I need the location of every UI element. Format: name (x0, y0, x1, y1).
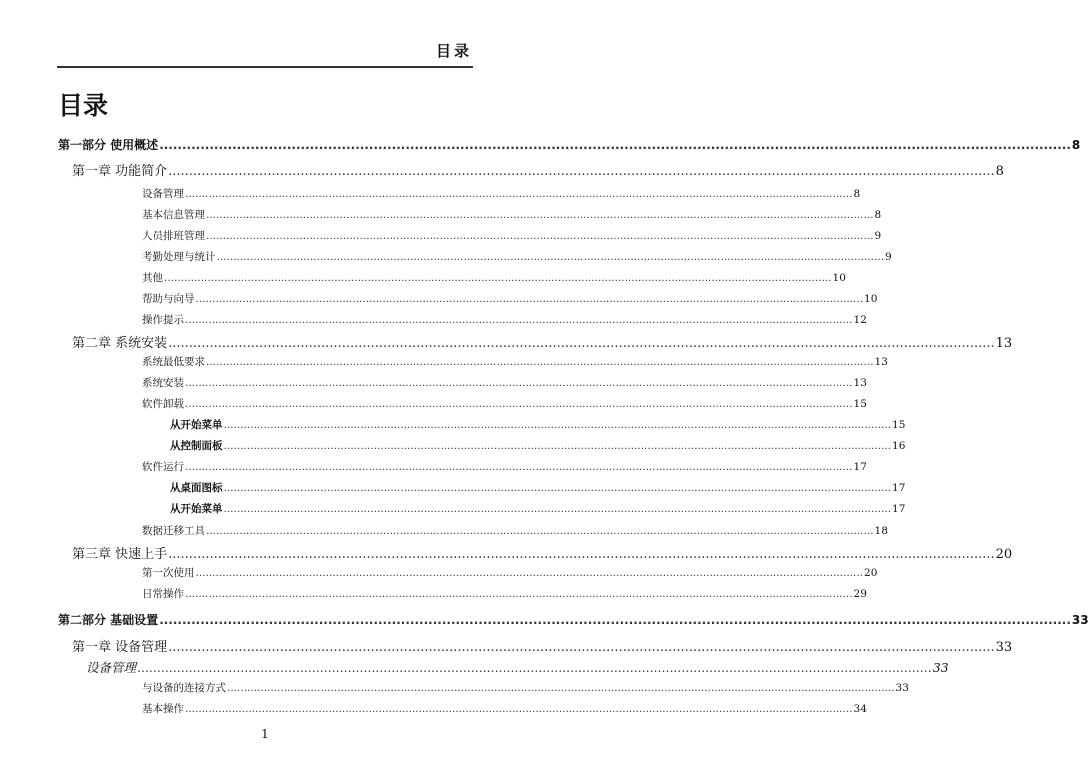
toc-leader-dots: ........................................................................................................................................................................................................ (185, 188, 853, 200)
toc-entry-page: 33 (1071, 613, 1089, 627)
toc-entry-page: 34 (853, 703, 867, 715)
toc-leader-dots: ........................................................................................................................................................................................................ (216, 251, 885, 263)
toc-leader-dots: ........................................................................................................................................................................................................ (185, 314, 853, 326)
toc-entry-section[interactable] (142, 354, 888, 369)
toc-entry-sub[interactable] (170, 480, 906, 495)
toc-entry-page: 9 (885, 251, 892, 263)
toc-entry-section[interactable] (142, 701, 867, 716)
toc-leader-dots: ........................................................................................................................................................................................................ (223, 482, 892, 494)
toc-leader-dots: ........................................................................................................................................................................................................ (137, 660, 932, 675)
toc-entry-page: 8 (853, 188, 861, 200)
toc-entry-label: 第三章 快速上手 (72, 547, 168, 562)
toc-entry-page: 17 (892, 503, 906, 515)
toc-entry-label: 第二章 系统安装 (72, 336, 168, 351)
toc-leader-dots: ........................................................................................................................................................................................................ (206, 209, 874, 221)
running-header: 目录 (435, 42, 472, 60)
toc-leader-dots: ........................................................................................................................................................................................................ (227, 682, 895, 694)
toc-entry-section[interactable] (142, 565, 878, 580)
toc-entry-section[interactable] (142, 249, 892, 264)
toc-entry-page: 18 (874, 525, 888, 537)
toc-leader-dots: ........................................................................................................................................................................................................ (168, 336, 995, 351)
toc-leader-dots: ........................................................................................................................................................................................................ (206, 230, 874, 242)
toc-entry-label: 第一章 设备管理 (72, 640, 168, 655)
toc-entry-section[interactable] (142, 207, 882, 222)
toc-entry-label: 数据迁移工具 (142, 525, 205, 537)
toc-entry-section[interactable] (142, 680, 909, 695)
toc-entry-label: 设备管理 (142, 188, 184, 200)
toc-leader-dots: ........................................................................................................................................................................................................ (206, 356, 874, 368)
toc-entry-page: 13 (874, 356, 888, 368)
toc-entry-page: 8 (874, 209, 882, 221)
toc-leader-dots: ........................................................................................................................................................................................................ (168, 640, 995, 655)
toc-leader-dots: ........................................................................................................................................................................................................ (223, 419, 892, 431)
toc-entry-section[interactable] (142, 270, 846, 285)
toc-entry-sub[interactable] (170, 438, 906, 453)
toc-entry-page: 8 (995, 164, 1004, 179)
toc-entry-label: 从控制面板 (170, 440, 223, 452)
toc-leader-dots: ........................................................................................................................................................................................................ (159, 138, 1071, 152)
toc-entry-chapter[interactable] (72, 160, 1004, 179)
toc-entry-page: 20 (864, 567, 878, 579)
toc-entry-part[interactable] (58, 136, 1081, 153)
toc-entry-page: 10 (832, 272, 846, 284)
toc-leader-dots: ........................................................................................................................................................................................................ (185, 461, 853, 473)
toc-leader-dots: ........................................................................................................................................................................................................ (223, 503, 892, 515)
toc-entry-page: 9 (874, 230, 882, 242)
toc-entry-label: 帮助与向导 (142, 293, 195, 305)
toc-entry-part[interactable] (58, 611, 1089, 628)
toc-entry-chapter[interactable] (72, 332, 1013, 351)
toc-leader-dots: ........................................................................................................................................................................................................ (185, 588, 853, 600)
toc-entry-section[interactable] (142, 312, 867, 327)
toc-entry-page: 12 (853, 314, 867, 326)
toc-entry-label: 人员排班管理 (142, 230, 205, 242)
toc-leader-dots: ........................................................................................................................................................................................................ (168, 164, 995, 179)
toc-entry-section[interactable] (142, 291, 878, 306)
toc-leader-dots: ........................................................................................................................................................................................................ (223, 440, 892, 452)
toc-leader-dots: ........................................................................................................................................................................................................ (168, 547, 995, 562)
page-title: 目录 (58, 91, 109, 120)
toc-entry-label: 系统最低要求 (142, 356, 205, 368)
toc-entry-label: 系统安装 (142, 377, 184, 389)
toc-entry-label: 第二部分 基础设置 (58, 613, 159, 627)
toc-leader-dots: ........................................................................................................................................................................................................ (206, 525, 874, 537)
toc-entry-section[interactable] (142, 375, 867, 390)
toc-entry-page: 13 (853, 377, 867, 389)
toc-entry-page: 8 (1071, 138, 1081, 152)
toc-entry-section[interactable] (142, 586, 867, 601)
toc-entry-label: 日常操作 (142, 588, 184, 600)
toc-entry-label: 第一次使用 (142, 567, 195, 579)
toc-leader-dots: ........................................................................................................................................................................................................ (159, 613, 1071, 627)
toc-entry-section[interactable] (142, 186, 861, 201)
toc-entry-page: 15 (853, 398, 867, 410)
toc-entry-label: 软件运行 (142, 461, 184, 473)
toc-entry-label: 基本操作 (142, 703, 184, 715)
toc-entry-label: 从开始菜单 (170, 419, 223, 431)
toc-entry-label: 基本信息管理 (142, 209, 205, 221)
toc-entry-chapter[interactable] (72, 543, 1013, 562)
toc-leader-dots: ........................................................................................................................................................................................................ (185, 377, 853, 389)
toc-entry-page: 10 (864, 293, 878, 305)
toc-leader-dots: ........................................................................................................................................................................................................ (195, 567, 864, 579)
toc-entry-sub[interactable] (170, 417, 906, 432)
toc-entry-page: 15 (892, 419, 906, 431)
toc-entry-label: 第一部分 使用概述 (58, 138, 159, 152)
toc-entry-page: 29 (853, 588, 867, 600)
toc-entry-page: 17 (892, 482, 906, 494)
toc-leader-dots: ........................................................................................................................................................................................................ (185, 398, 853, 410)
toc-entry-section[interactable] (142, 396, 867, 411)
toc-entry-page: 33 (995, 640, 1013, 655)
toc-leader-dots: ........................................................................................................................................................................................................ (164, 272, 832, 284)
toc-entry-label: 与设备的连接方式 (142, 682, 226, 694)
toc-entry-italic[interactable] (86, 658, 949, 676)
toc-entry-page: 33 (895, 682, 909, 694)
toc-entry-sub[interactable] (170, 501, 906, 516)
page-number: 1 (261, 727, 269, 741)
toc-entry-page: 16 (892, 440, 906, 452)
toc-entry-label: 设备管理 (86, 660, 137, 675)
toc-entry-section[interactable] (142, 228, 882, 243)
toc-entry-chapter[interactable] (72, 636, 1013, 655)
toc-leader-dots: ........................................................................................................................................................................................................ (195, 293, 864, 305)
header-rule (57, 66, 473, 68)
toc-entry-label: 从桌面图标 (170, 482, 223, 494)
toc-entry-label: 操作提示 (142, 314, 184, 326)
toc-entry-label: 从开始菜单 (170, 503, 223, 515)
toc-entry-section[interactable] (142, 523, 888, 538)
toc-entry-label: 软件卸载 (142, 398, 184, 410)
toc-entry-page: 20 (995, 547, 1013, 562)
toc-entry-page: 33 (932, 660, 949, 675)
toc-entry-label: 第一章 功能简介 (72, 164, 168, 179)
toc-entry-label: 其他 (142, 272, 163, 284)
toc-entry-section[interactable] (142, 459, 867, 474)
toc-leader-dots: ........................................................................................................................................................................................................ (185, 703, 853, 715)
toc-entry-page: 13 (995, 336, 1013, 351)
toc-entry-label: 考勤处理与统计 (142, 251, 216, 263)
toc-entry-page: 17 (853, 461, 867, 473)
